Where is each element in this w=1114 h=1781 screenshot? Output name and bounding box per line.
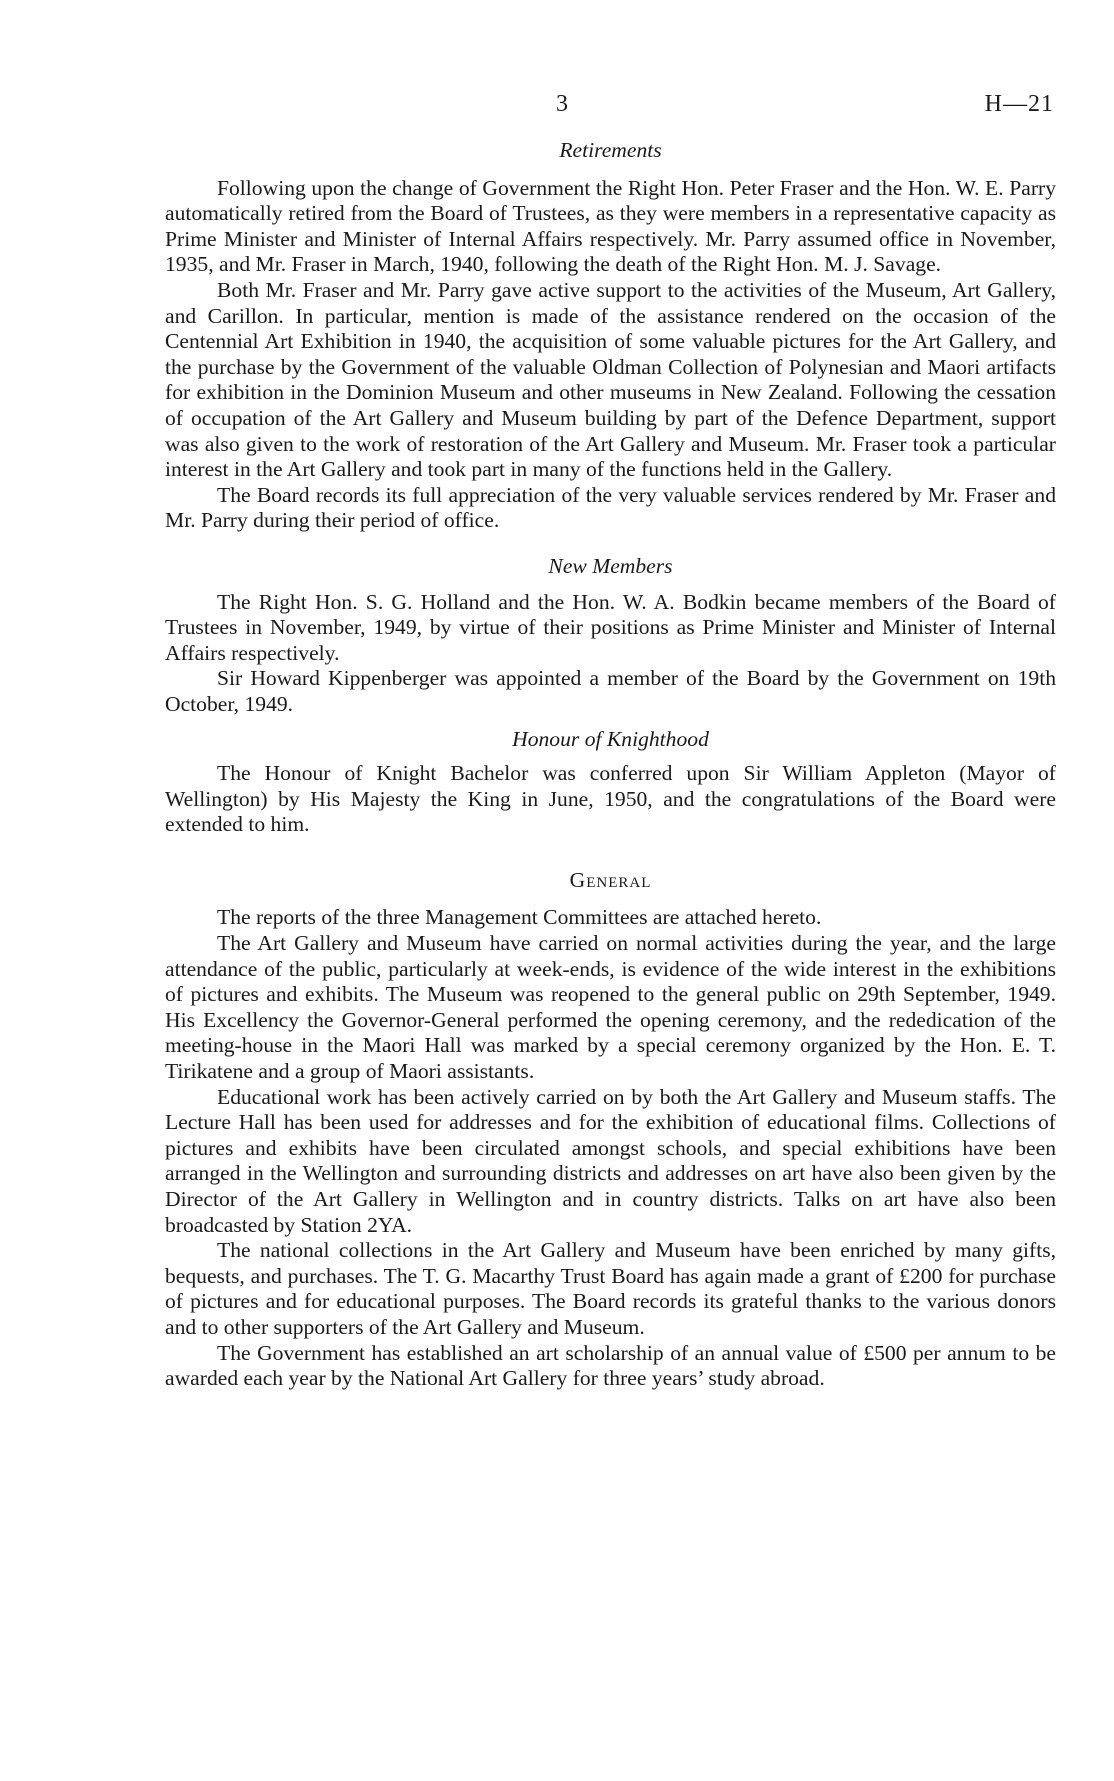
- page-number: 3: [556, 91, 568, 117]
- document-code: H—21: [984, 91, 1054, 117]
- paragraph: The reports of the three Management Committees are attached hereto.: [217, 905, 822, 930]
- paragraph: The Art Gallery and Museum have carried on normal activities during the year, and the large attendance of the public, particularly at week-ends, is evidence of the wide interest in the exhibitions of pictures and exhibits. The Museum was reopened to the general public on 29th September, 1949. His Excellency the Governor-General performed the opening ceremony, and the rededication of the meeting-house in the Maori Hall was marked by a special ceremony organized by the Hon. E. T. Tirikatene and a group of Maori assistants.: [165, 931, 1056, 1083]
- paragraph: Following upon the change of Government the Right Hon. Peter Fraser and the Hon. W. E. Parry automatically retired from the Board of Trustees, as they were members in a representative capacity as Prime Minister and Minister of Internal Affairs respectively. Mr. Parry assumed office in November, 1935, and Mr. Fraser in March, 1940, following the death of the Right Hon. M. J. Savage.: [165, 175, 1056, 277]
- section-general: [165, 868, 1056, 1392]
- section-new-members: [165, 554, 1056, 718]
- paragraph: Both Mr. Fraser and Mr. Parry gave active support to the activities of the Museum, Art Gallery, and Carillon. In particular, mention is made of the assistance rendered on the occasion of the Centennial Art Exhibition in 1940, the acquisition of some valuable pictures for the Art Gallery, and the purchase by the Government of the valuable Oldman Collection of Polynesian and Maori artifacts for exhibition in the Dominion Museum and other museums in New Zealand. Following the cessation of occupation of the Art Gallery and Museum building by part of the Defence Department, support was also given to the work of restoration of the Art Gallery and Museum. Mr. Fraser took a particular interest in the Art Gallery and took part in many of the functions held in the Gallery.: [165, 277, 1056, 482]
- section-heading-honour: Honour of Knighthood: [512, 727, 709, 752]
- section-heading-general: General: [569, 867, 652, 892]
- paragraph: The national collections in the Art Gallery and Museum have been enriched by many gifts, bequests, and purchases. The T. G. Macarthy Trust Board has again made a grant of £200 for purchase of pictures and for educational purposes. The Board records its grateful thanks to the various donors and to other supporters of the Art Gallery and Museum.: [165, 1238, 1056, 1339]
- paragraph: The Right Hon. S. G. Holland and the Hon. W. A. Bodkin became members of the Board of Trustees in November, 1949, by virtue of their positions as Prime Minister and Minister of Internal Affairs respectively.: [165, 589, 1056, 665]
- page-header: [0, 92, 1114, 122]
- paragraph: The Honour of Knight Bachelor was conferred upon Sir William Appleton (Mayor of Wellington) by His Majesty the King in June, 1950, and the congratulations of the Board were extended to him.: [165, 761, 1056, 837]
- section-heading-retirements: Retirements: [559, 138, 662, 162]
- paragraph: The Government has established an art scholarship of an annual value of £500 per annum to be awarded each year by the National Art Gallery for three years’ study abroad.: [165, 1340, 1056, 1391]
- section-honour-of-knighthood: [165, 727, 1056, 837]
- paragraph: Educational work has been actively carried on by both the Art Gallery and Museum staffs. The Lecture Hall has been used for addresses and for the exhibition of educational films. Collections of pictures and exhibits have been circulated amongst schools, and special exhibitions have been arranged in the Wellington and surrounding districts and addresses on art have also been given by the Director of the Art Gallery in Wellington and in country districts. Talks on art have also been broadcasted by Station 2YA.: [165, 1084, 1056, 1237]
- section-heading-new-members: New Members: [548, 553, 673, 578]
- paragraph: The Board records its full appreciation of the very valuable services rendered by Mr. Fraser and Mr. Parry during their period of office.: [165, 482, 1056, 533]
- paragraph: Sir Howard Kippenberger was appointed a member of the Board by the Government on 19th October, 1949.: [165, 666, 1056, 716]
- section-retirements: [165, 138, 1056, 534]
